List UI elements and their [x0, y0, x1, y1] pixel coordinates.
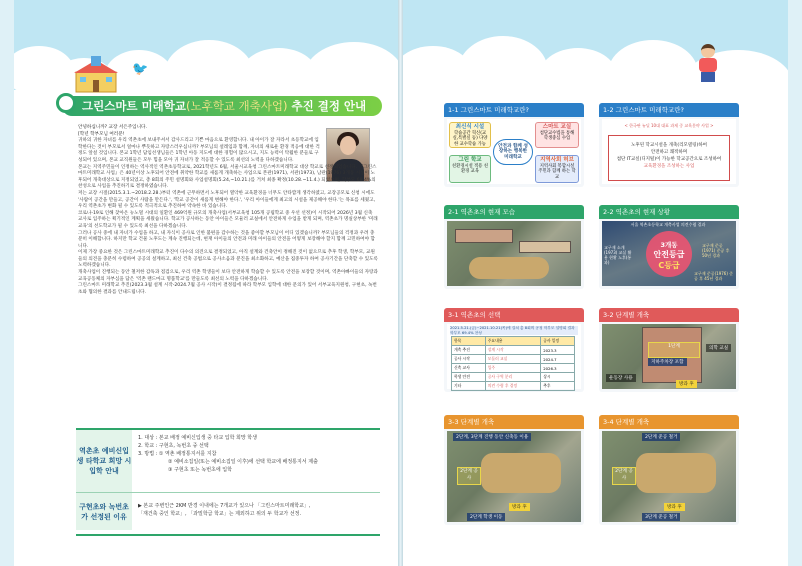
choice-table: 항목 주요내용 공사 일정 개축 추진 설계 시작 2023.3 공사 시작 모듈러 교실 2024.7 신축 교사 입주 2026.3 학생 안전 공사 구역 분리 상시 기타 의견 수렴 후 결정 추후: [451, 336, 575, 391]
phase-area: 1단계: [648, 342, 700, 358]
phase-label: 2단계 학생 이동: [467, 513, 505, 521]
school-aerial-photo: [447, 221, 581, 286]
card-body: [447, 119, 581, 184]
phase-label: 지하주차장 포함: [648, 358, 687, 366]
pill-green-school: 그린 학교 친환경시설 적용 친환경 교육: [449, 155, 491, 183]
magnifier-icon: [56, 93, 76, 113]
table-row: [76, 430, 380, 492]
pill-modern-facility: 최신식 시설 학습공간 혁신(교실,특별실 등) 다양한 교수학습 가능: [449, 122, 491, 148]
playground-shape: [469, 257, 549, 279]
table-row: [76, 493, 380, 530]
card-body: [602, 119, 736, 184]
card-header: 2-1 역촌초의 현재 모습: [444, 205, 584, 219]
row-content: [138, 434, 318, 474]
title-main: 그린스마트 미래학교: [82, 99, 186, 113]
card-3-2: [599, 308, 739, 392]
phase-label: 2단계 준공 철거: [642, 433, 680, 441]
phase-label: 의학 교실: [706, 344, 731, 352]
center-slogan: 안전과 함께 성장하는 행복한 미래학교: [493, 139, 533, 165]
row-label: 구현초와 녹번초가 선정된 이유: [76, 493, 132, 530]
row-content: [138, 502, 311, 518]
banner-text: < 한국판 뉴딜 10대 대표 과제 중 교육분야 사업 >: [624, 123, 714, 128]
letter-paragraph: 본교는 지역주민들이 인정하는 역사적인 역촌초등학교로, 2021학년도 6월, 서울시교육청 그린스마트미래학교 대상 학교로 선정되었습니다. 『그린스마트미래학교 사업』은 40년이상 노후되어 안전에 취약한 학교를 새롭게 개축하는 사업으로 본관(1971), 서관(1973), 남관(1976) 3개동 시설이 노후되어 개축대상으로 지정되었고, 총 8회의 주민 설명회와 사업설명회(5.24,~10.21.)를 거쳐 최종 확정(10.28.~11.4.) 되었으며, 학부모 69.4%의 찬성으로 사업을 추진하기로 결정하였습니다.: [78, 164, 377, 190]
row-line: 1. 대상 : 본교 배정 예비신입생 중 타교 입학 희망 학생: [138, 435, 257, 441]
row-label: 역촌초 예비신입생 타학교 희망 시 입학 안내: [76, 430, 132, 492]
child-illustration: [695, 44, 721, 84]
left-page: [14, 0, 398, 566]
principal-letter: [78, 125, 378, 296]
phase-label: 3단계 준공 철거: [642, 513, 680, 521]
letter-paragraph: 이제 가장 중요한 것은 그린스마트미래학교 추진이 다수의 의견으로 결정되었고, 아직 설계와 건축안이 정해진 것이 없으므로 추후 학생, 학부모, 교원들의 의견을 충분히 수렴하여 공공의 설계하고, 최신 건축 공법으로 공사소음과 분진을 최소화하고, 예산을 집중투자 하여 공사기간을 단축할 수 있도록 노력하겠습니다.: [78, 250, 378, 269]
card-header: 1-2 그린스마트 미래학교란?: [599, 103, 739, 117]
phase-label: 방과 후: [676, 380, 697, 388]
letter-paragraph: 코로나-19로 인해 찾아온 뉴노멀 시대의 일환인 469억원 규모의 개축사업(서부교육청 105개 공립학교 중 우선 선정)이 시작되어 2026년 3월 신축 교사로 입주하는 획기적인 계획을 세웠습니다. 학교가 공사하는 동안 아이들은 모듈러 교실에서 안전하게 수업을 받게 되며, 역촌초가 명실상부한 '미래교육'의 선도학교가 될 수 있도록 최선을 다하겠습니다.: [78, 210, 378, 229]
title-sub: (노후학교 개축사업): [185, 99, 288, 113]
card-2-2: [599, 205, 739, 289]
school-building-icon: [72, 56, 120, 94]
phase-plan-image: [447, 431, 581, 522]
image-caption: 서울 역촌초등학교 개축사업 의견수렴 결과: [630, 222, 706, 227]
card-3-1: [444, 308, 584, 392]
phase-area: 2단계 공사: [457, 467, 481, 485]
phase-label: 방과 후: [664, 503, 685, 511]
card-header: 3-2 단계별 개축: [599, 308, 739, 322]
letter-paragraph: 저는 교장 시절(2015.3.1.~2018.2.28.)부터 역촌에 근무하면서 노후되어 열악한 교육환경을 너무도 안타깝게 생각하였고, 교장공모로 신청 시에도 '사람이 공간을 만들고, 공간이 사람을 만든다.', '학교 공간이 새롭게 변해야 한다.', '우리 아이들에게 최고의 시설을 제공해야 한다.'는 목표를 세웠고, 우리 역촌초가 변화 될 수 있도록 적극적으로 추진하여 약속한 바 있습니다.: [78, 190, 376, 210]
phase-plan-image: [602, 431, 736, 522]
phase-area: 2단계 공사: [612, 467, 636, 485]
card-header: 2-2 역촌초의 현재 상황: [599, 205, 739, 219]
row-line: ② 예비소집일(또는 예비소집일 이후)에 선택 학교에 배정통지서 제출: [168, 459, 318, 465]
phase-label: 운동장 사용: [606, 374, 636, 382]
card-2-1: [444, 205, 584, 289]
card-header: 3-3 단계별 개축: [444, 415, 584, 429]
building-shape: [519, 241, 571, 253]
image-note: 교구재 준공(1976) 준공 후 45년 경과: [694, 271, 734, 281]
safety-status-photo: [602, 221, 736, 286]
row-line: 「재건축 중인 학교」, 「과밀학급 학교」는 제외하고 위의 두 학교가 선정.: [138, 511, 302, 517]
letter-paragraph: 그러나 공사 중에 내 자녀가 수업을 하고, 내 자식이 공사로 인한 불편을 감수하는 것을 좋아할 부모님이 어디 있겠습니까? 부모님들의 걱정과 우려 충분히 이해합니다. 하지만 학교 건물 노후도는 계속 진행되는데, 현재 아이들의 안전과 미래 아이들의 안전을 어떻게 보장해야 할지 함께 고민하여야 합니다.: [78, 230, 375, 249]
image-note: 교구재 소개(1973) 교실 활용 현황 노후(통과): [604, 245, 632, 265]
definition-box: 노후된 학교시설을 개축(리모델링)하여 안전하고 쾌적하며 첨단 IT교실(디지털)이 가능한 학교공간으로 조성하여 교육환경을 조성하는 사업: [608, 135, 730, 181]
phase-label: 2단계, 3단계 진행 동안 신축동 이용: [453, 433, 531, 441]
page-title: [62, 96, 382, 116]
card-1-2: [599, 103, 739, 187]
greeting-line: [학년 학부모님 여러분!: [78, 131, 125, 137]
bird-icon: 🐦: [132, 62, 149, 77]
survey-summary: 2021.5.21.(금)~2021.10.21(목)에 걸쳐 총 8회의 공청 학부모 설명회 결과 학부모 69.4% 찬성: [450, 326, 578, 335]
row-line: 2. 학교 : 구현초, 녹번초 중 선택: [138, 443, 209, 449]
card-header: 3-4 단계별 개축: [599, 415, 739, 429]
right-page: [403, 0, 788, 566]
phase-plan-image: [602, 324, 736, 389]
card-3-3: [444, 415, 584, 525]
letter-paragraph: 개축사업이 진행되는 동안 철저한 감독과 점검으로, 우리 역촌 학생들이 보다 안전하게 학습할 수 있도록 안전을 보장할 것이며, 역촌아빠이들의 자랑과 교육공동체의 자부심을 담은 '역촌 랜드마크 명품학교'를 만들도록 최선의 노력을 다하겠습니다.: [78, 270, 378, 282]
playground-shape: [636, 453, 716, 493]
letter-paragraph: 그린스마트 미래학교 추진(2023.3월 설계 시작-2024.7월 공사 시작)이 결정됨에 따라 학부모 입학에 대한 문의가 있어 서부교육지원청, 구현초, 녹번초와 협의한 결과를 안내드립니다.: [78, 283, 377, 295]
safety-grade-badge: 3개동 안전등급 C등급: [646, 231, 692, 277]
card-header: 3-1 역촌초의 선택: [444, 308, 584, 322]
building-shape: [455, 229, 513, 243]
card-header: 1-1 그린스마트 미래학교란?: [444, 103, 584, 117]
title-tail: 추진 결정 안내: [287, 99, 367, 113]
row-line: ▶ 본교 주변인근 2KM 반경 이내에는 7개교가 있으나 「그린스마트미래학교」,: [138, 503, 311, 509]
image-note: 교구재 준공(1971) 준공 후 50년 경과: [702, 243, 730, 258]
info-table: [76, 428, 380, 536]
pill-smart-classroom: 스마트 교실 첨단교수법을 통해 학생중심 수업: [535, 122, 579, 148]
phase-label: 방과 후: [509, 503, 530, 511]
greeting-line: 안녕하십니까? 교장 서은주입니다.: [78, 125, 147, 130]
letter-paragraph: 귀하의 귀한 자녀를 우리 역촌초에 보내주셔서 감사드리고 기쁜 마음으로 환영합니다. 내 아이가 잘 자라서 초등학교에 입학한다는 것이 부모로서 얼마나 뿌듯하고 자랑스러우십니까? 부모님의 설레임과 함께, 자녀의 새로운 환경 적응에 대한 걱정도 앞설 것입니다. 본교 1학년 담임선생님들은 1학년 아동 지도에 대한 경험이 많으시고, 지도 능력이 탁월한 분들로 구성되어 있으며, 본교 교직원들은 모두 힘을 모아 귀 자녀가 잘 적응할 수 있도록 최선의 노력을 다하겠습니다.: [78, 138, 320, 163]
pill-community-hub: 지역사회 허브 지역사회 복합시설 주민과 함께 하는 학교: [535, 155, 579, 183]
card-1-1: [444, 103, 584, 187]
card-3-4: [599, 415, 739, 525]
row-line: ③ 구현초 또는 녹번초에 입학: [168, 467, 232, 473]
row-line: 3. 방법 : ① 역촌 배정통지서를 지참: [138, 451, 217, 457]
card-body: [447, 324, 581, 389]
playground-shape: [481, 453, 561, 493]
